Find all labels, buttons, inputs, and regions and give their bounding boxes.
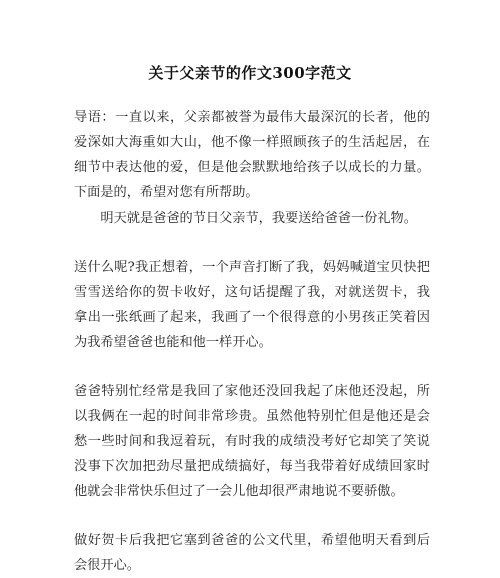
document-body <box>74 105 430 578</box>
intro-paragraph: 导语：一直以来，父亲都被誉为最伟大最深沉的长者，他的爱深如大海重如大山，他不像一样照顾孩子的生活起居，在细节中表达他的爱，但是他会默默地给孩子以成长的力量。下面是的，希望对您有所帮助。 <box>74 110 430 200</box>
paragraph-2: 送什么呢?我正想着，一个声音打断了我，妈妈喊道宝贝快把雪雪送给你的贺卡收好，这句话提醒了我，对就送贺卡，我拿出一张纸画了起来，我画了一个很得意的小男孩正笑着因为我希望爸爸也能和他一样开心。 <box>74 260 430 350</box>
paragraph-1: 明天就是爸爸的节日父亲节，我要送给爸爸一份礼物。 <box>100 211 417 226</box>
paragraph-4: 做好贺卡后我把它塞到爸爸的公文代里，希望他明天看到后会很开心。 <box>74 533 430 573</box>
paragraph-3: 爸爸特别忙经常是我回了家他还没回我起了床他还没起，所以我俩在一起的时间非常珍贵。虽然他特别忙但是他还是会愁一些时间和我逗着玩，有时我的成绩没考好它却笑了笑说没事下次加把劲尽量把成绩搞好，每当我带着好成绩回家时他就会非常快乐但过了一会儿他却很严肃地说不要骄傲。 <box>74 384 430 499</box>
document-title: 关于父亲节的作文300字范文 <box>148 64 352 82</box>
